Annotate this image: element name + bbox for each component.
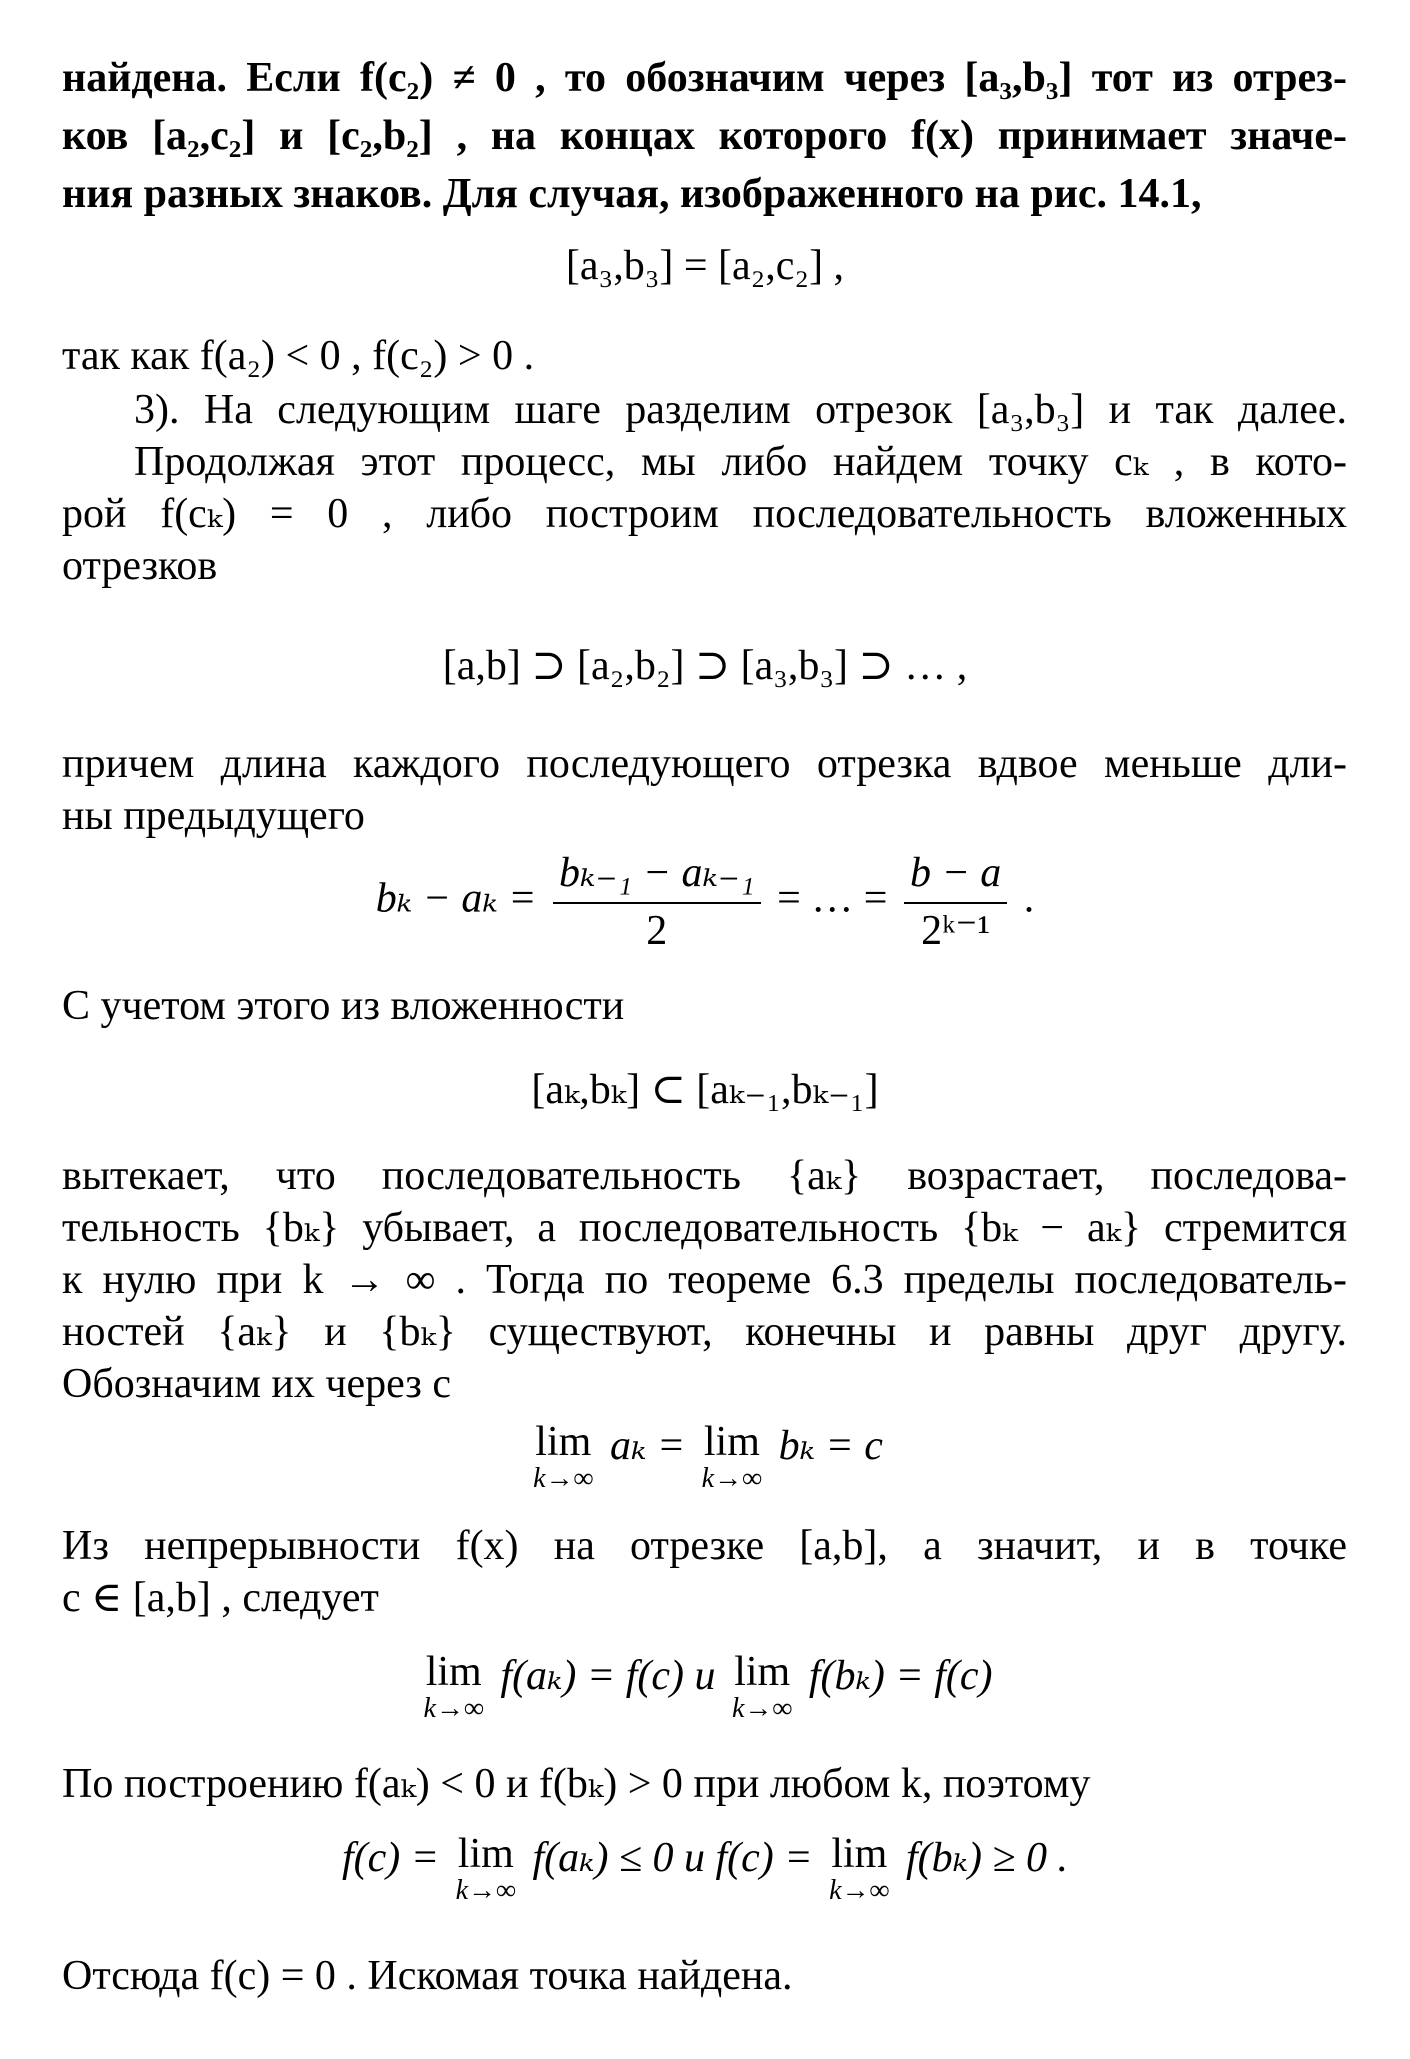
text-line: 3). На следующим шаге разделим отрезок [a₃,b₃] и так далее. [134, 387, 1347, 433]
lim-subscript: k→∞ [829, 1875, 890, 1906]
text-line: найдена. Если f(c₂) ≠ 0 , то обозначим через [a₃,b₃] тот из отрез- [62, 55, 1347, 101]
fraction-numerator: bₖ₋₁ − aₖ₋₁ [553, 848, 761, 904]
lim-label: lim [425, 1649, 482, 1695]
formula-part: aₖ = [610, 1423, 686, 1469]
text-line: к нулю при k → ∞ . Тогда по теореме 6.3 пределы последователь- [62, 1257, 1347, 1303]
text-line: Из непрерывности f(x) на отрезке [a,b], а значит, и в точке [62, 1523, 1347, 1569]
text-line: Обозначим их через c [62, 1361, 452, 1407]
formula-limits [0, 1420, 1410, 1494]
lim-label: lim [734, 1649, 791, 1695]
formula-nesting: [aₖ,bₖ] ⊂ [aₖ₋₁,bₖ₋₁] [531, 1067, 879, 1113]
lim-label: lim [457, 1831, 514, 1877]
fraction [553, 848, 761, 956]
lim-subscript: k→∞ [701, 1463, 763, 1494]
formula-part: bₖ − aₖ = [375, 875, 537, 922]
text-line: причем длина каждого последующего отрезка вдвое меньше дли- [62, 741, 1347, 787]
text-line: ностей {aₖ} и {bₖ} существуют, конечны и равны друг другу. [62, 1309, 1347, 1355]
formula-part: f(aₖ) ≤ 0 и f(c) = [532, 1835, 813, 1881]
formula-part: bₖ = c [778, 1423, 883, 1469]
text-line: По построению f(aₖ) < 0 и f(bₖ) > 0 при любом k, поэтому [62, 1761, 1091, 1807]
text-line: отрезков [62, 543, 218, 589]
limit [533, 1420, 593, 1494]
formula-nested-intervals: [a,b] ⊃ [a₂,b₂] ⊃ [a₃,b₃] ⊃ … , [442, 643, 968, 689]
formula-part: f(bₖ) ≥ 0 . [906, 1835, 1069, 1881]
formula-signs [0, 1832, 1410, 1906]
text-line: так как f(a₂) < 0 , f(c₂) > 0 . [62, 333, 535, 379]
text-line: С учетом этого из вложенности [62, 983, 625, 1029]
text-line: ков [a₂,c₂] и [c₂,b₂] , на концах которого f(x) принимает значе- [62, 113, 1347, 159]
lim-subscript: k→∞ [533, 1463, 594, 1494]
limit [829, 1832, 889, 1906]
lim-subscript: k→∞ [732, 1693, 793, 1724]
text-line: вытекает, что последовательность {aₖ} возрастает, последова- [62, 1153, 1347, 1199]
text-line: ны предыдущего [62, 793, 365, 839]
lim-label: lim [831, 1831, 888, 1877]
limit [456, 1832, 516, 1906]
text-line: c ∈ [a,b] , следует [62, 1575, 379, 1621]
formula-part: f(bₖ) = f(c) [808, 1653, 993, 1699]
formula-length [0, 848, 1410, 956]
formula-part: . [1023, 875, 1035, 922]
formula-continuity [0, 1650, 1410, 1724]
fraction-numerator: b − a [904, 848, 1007, 904]
text-line: рой f(cₖ) = 0 , либо построим последовательность вложенных [62, 491, 1347, 537]
limit [732, 1650, 792, 1724]
limit [702, 1420, 762, 1494]
formula-part: = … = [777, 875, 888, 922]
lim-subscript: k→∞ [423, 1693, 484, 1724]
text-line: тельность {bₖ} убывает, а последовательность {bₖ − aₖ} стремится [62, 1205, 1347, 1251]
fraction [904, 848, 1007, 956]
fraction-denominator: 2ᵏ⁻¹ [921, 908, 991, 954]
lim-label: lim [703, 1419, 760, 1465]
limit [424, 1650, 484, 1724]
text-line: Продолжая этот процесс, мы либо найдем точку cₖ , в кото- [134, 439, 1347, 485]
text-line: ния разных знаков. Для случая, изображенного на рис. 14.1, [62, 171, 1202, 217]
formula-interval-equality: [a₃,b₃] = [a₂,c₂] , [565, 243, 845, 289]
lim-subscript: k→∞ [455, 1875, 516, 1906]
text-line: Отсюда f(c) = 0 . Искомая точка найдена. [62, 1953, 793, 1999]
fraction-denominator: 2 [646, 908, 668, 954]
formula-part: f(aₖ) = f(c) и [500, 1653, 716, 1699]
lim-label: lim [535, 1419, 592, 1465]
formula-part: f(c) = [341, 1835, 440, 1881]
